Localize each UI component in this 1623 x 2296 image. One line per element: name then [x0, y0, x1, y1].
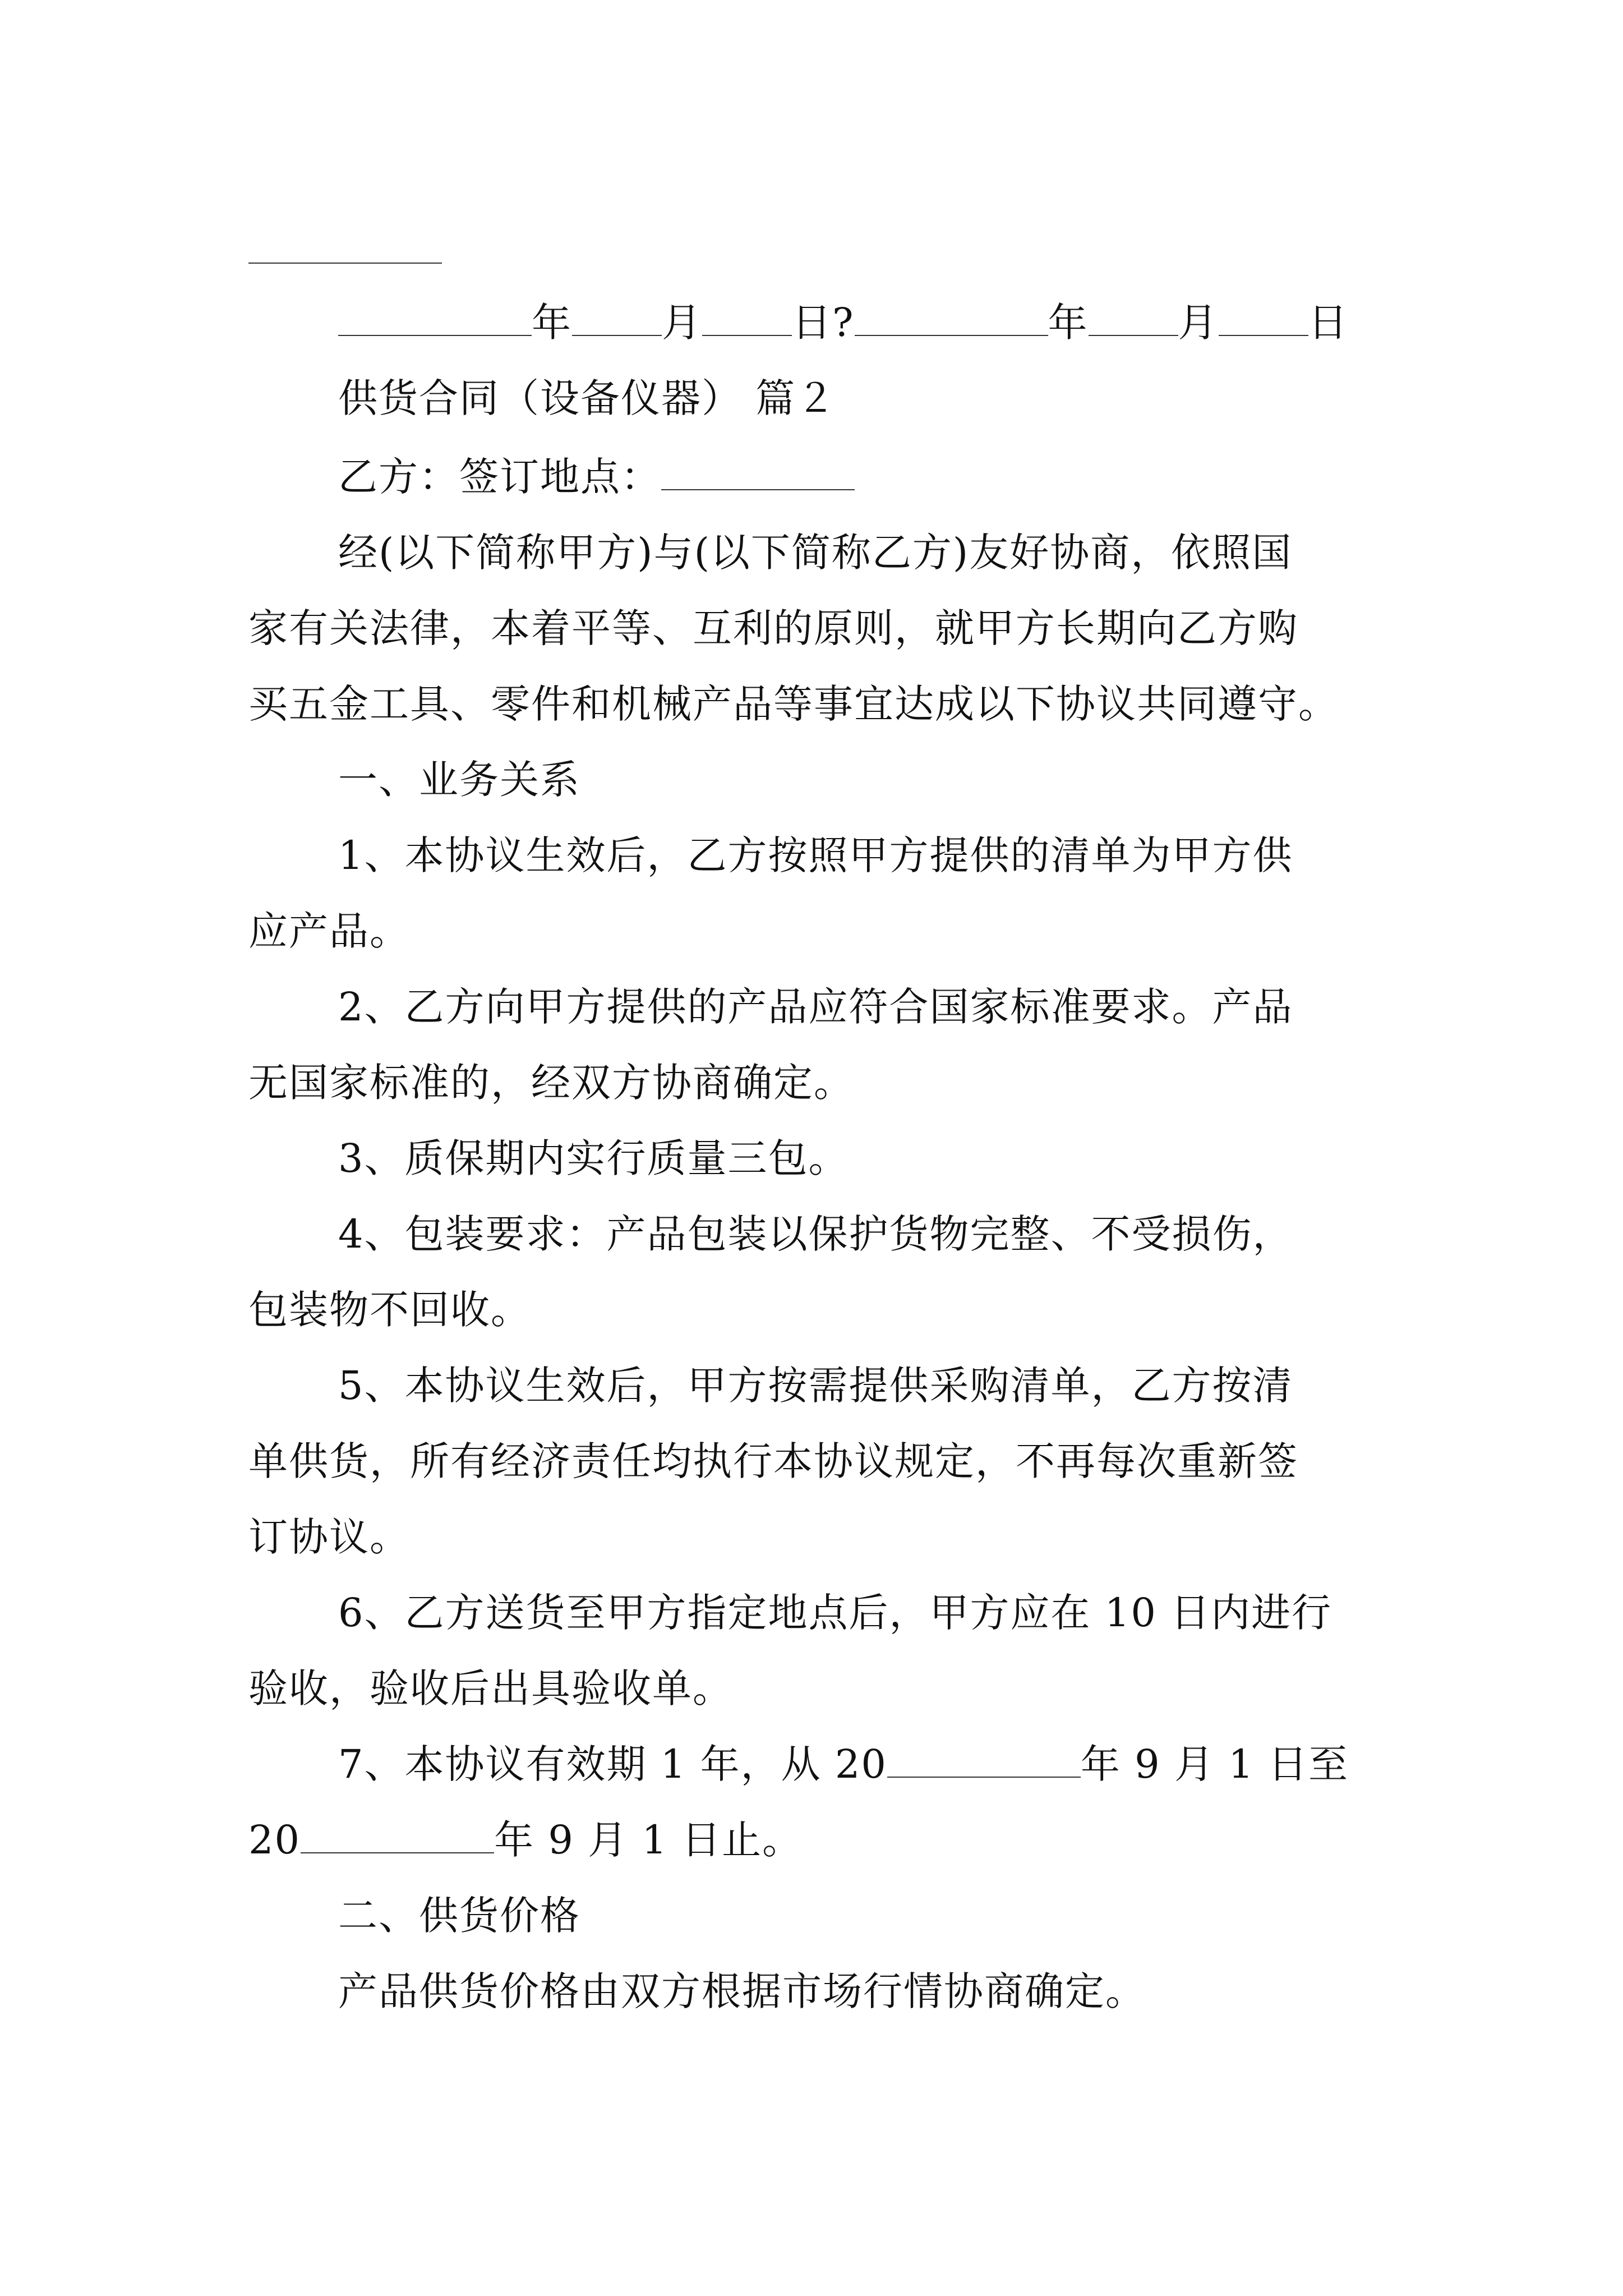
blank-end-year	[301, 1819, 494, 1853]
item-1-line-2: 应产品。	[248, 908, 410, 954]
intro-line-2: 家有关法律，本着平等、互利的原则，就甲方长期向乙方购	[248, 605, 1298, 651]
item-7-text-d: 年 9 月 1 日止。	[494, 1817, 803, 1863]
document-title: 供货合同（设备仪器） 篇２	[338, 375, 837, 421]
blank-year-2	[855, 301, 1048, 336]
item-6-line-1: 6、乙方送货至甲方指定地点后，甲方应在 10 日内进行	[338, 1590, 1332, 1636]
blank-month-1	[572, 301, 662, 336]
blank-day-1	[702, 301, 792, 336]
blank-place	[661, 455, 855, 490]
item-5-line-1: 5、本协议生效后，甲方按需提供采购清单，乙方按清	[338, 1363, 1293, 1409]
date-year-2: 年	[1048, 300, 1089, 346]
item-1-line-1: 1、本协议生效后，乙方按照甲方提供的清单为甲方供	[338, 832, 1293, 878]
item-7-text-b: 年 9 月 1 日至	[1080, 1741, 1349, 1787]
blank-start-year	[887, 1743, 1081, 1778]
signature-rule	[248, 263, 442, 264]
date-line	[338, 300, 1477, 345]
item-6-line-2: 验收，验收后出具验收单。	[248, 1665, 733, 1711]
section-2-body: 产品供货价格由双方根据市场行情协商确定。	[338, 1968, 1146, 2014]
item-7-line-2	[248, 1818, 1387, 1862]
intro-line-1: 经(以下简称甲方)与(以下简称乙方)友好协商，依照国	[338, 530, 1293, 576]
item-2-line-1: 2、乙方向甲方提供的产品应符合国家标准要求。产品	[338, 984, 1293, 1030]
item-7-text-a: 7、本协议有效期 1 年，从 20	[338, 1741, 887, 1787]
item-7-text-c: 20	[248, 1817, 301, 1863]
intro-line-3: 买五金工具、零件和机械产品等事宜达成以下协议共同遵守。	[248, 681, 1339, 727]
blank-month-2	[1089, 301, 1178, 336]
date-year-1: 年	[532, 300, 572, 346]
date-month-1: 月	[662, 300, 702, 346]
section-heading-1: 一、业务关系	[338, 757, 580, 803]
blank-day-2	[1219, 301, 1308, 336]
blank-year-1	[338, 301, 532, 336]
date-month-2: 月	[1178, 300, 1219, 346]
item-5-line-2: 单供货，所有经济责任均执行本协议规定，不再每次重新签	[248, 1438, 1298, 1484]
item-2-line-2: 无国家标准的，经双方协商确定。	[248, 1060, 854, 1106]
party-label: 乙方：签订地点：	[338, 454, 661, 500]
date-day-1: 日?	[792, 300, 855, 346]
item-3: 3、质保期内实行质量三包。	[338, 1135, 849, 1181]
item-4-line-1: 4、包装要求：产品包装以保护货物完整、不受损伤，	[338, 1211, 1293, 1257]
item-4-line-2: 包装物不回收。	[248, 1287, 531, 1333]
item-5-line-3: 订协议。	[248, 1514, 410, 1560]
date-day-2: 日	[1308, 300, 1349, 346]
party-line	[338, 454, 1387, 499]
section-heading-2: 二、供货价格	[338, 1893, 580, 1939]
item-7-line-1	[338, 1742, 1387, 1787]
